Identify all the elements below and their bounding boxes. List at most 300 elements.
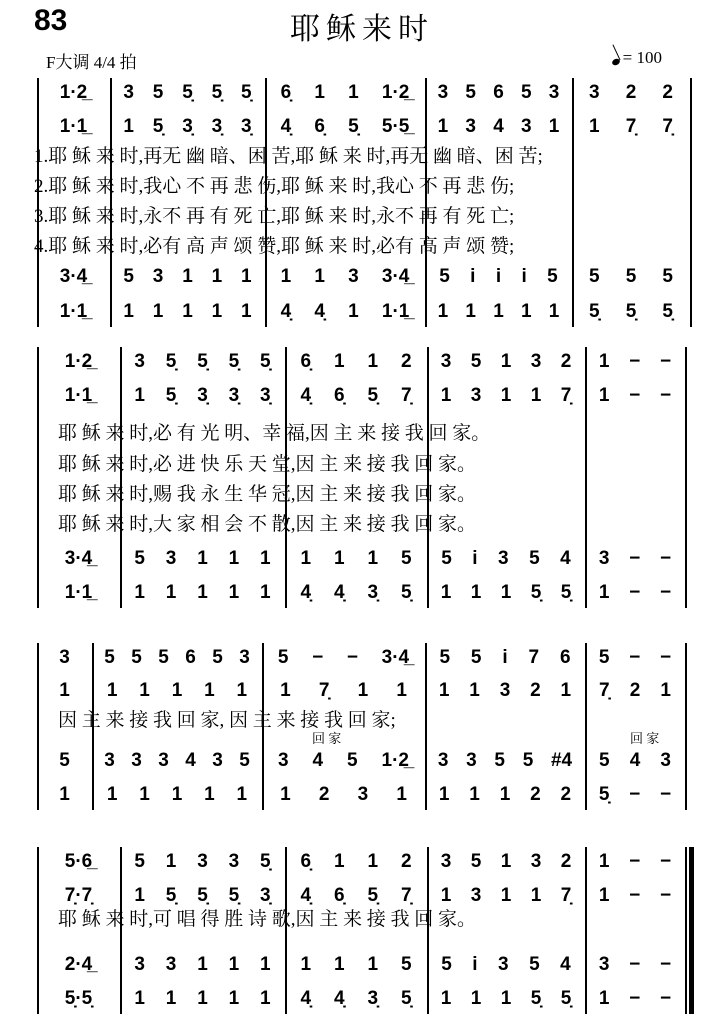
note-group (269, 78, 421, 108)
note-group (124, 847, 281, 877)
note: 1 (280, 784, 291, 805)
note: 3̣ (211, 116, 223, 137)
measure-cell (289, 381, 423, 411)
note: 3 (348, 266, 359, 287)
lyric-line: 因 主 来 接 我 回 家, 因 主 来 接 我 回 家; (58, 710, 396, 731)
measure-cell (269, 112, 421, 142)
note-group (41, 347, 116, 377)
note: 1 (598, 851, 610, 872)
note-group (431, 950, 581, 980)
measure-cell (289, 847, 423, 877)
note: 2 (625, 82, 637, 103)
note: 1 (348, 82, 359, 103)
note: i (472, 548, 478, 569)
note-group (269, 262, 421, 292)
small-lyric: 回 家 (312, 731, 342, 746)
note: 3̣ (182, 116, 193, 137)
note: 4̣ (314, 301, 325, 322)
note: 5 (441, 954, 452, 975)
note: 5̣ (400, 988, 412, 1009)
note: 5 (439, 266, 450, 287)
measure-cell (431, 544, 581, 574)
note: 5·5̲ (381, 116, 410, 137)
note: 1 (465, 301, 476, 322)
note: 1 (165, 582, 177, 603)
note: 1·2̲ (64, 351, 93, 372)
note-group (429, 78, 568, 108)
note-group (589, 643, 681, 673)
note: 3̣ (240, 116, 252, 137)
note: 7̣ (560, 385, 572, 406)
note: 5 (470, 351, 482, 372)
measure-cell (266, 746, 421, 776)
measure-cell (41, 262, 106, 292)
note: 5̣ (165, 351, 177, 372)
note-group (429, 643, 581, 673)
bar-line (690, 78, 692, 327)
note: 6̣ (300, 351, 312, 372)
note: 1·2̲ (381, 82, 410, 103)
measure-cell (589, 578, 681, 608)
note-group (114, 262, 261, 292)
note-group (576, 297, 686, 327)
note-group (41, 544, 116, 574)
measure-cell (589, 881, 681, 911)
note: 5̣ (348, 116, 359, 137)
note: − (629, 351, 641, 372)
note: 3 (134, 954, 145, 975)
note-group (429, 676, 581, 706)
note: 1 (197, 548, 208, 569)
note: 2 (560, 851, 572, 872)
note: 3·4̲ (381, 647, 410, 668)
note: 1 (165, 851, 177, 872)
note: 1 (500, 351, 512, 372)
note: 5 (134, 851, 145, 872)
note: i (521, 266, 527, 287)
note: 5 (470, 647, 482, 668)
measure-cell (589, 847, 681, 877)
note: 3 (437, 82, 449, 103)
note-group (589, 578, 681, 608)
measure-cell (576, 112, 686, 142)
note: 1 (548, 301, 560, 322)
note: − (629, 954, 641, 975)
note-group (429, 746, 581, 776)
note: 2·4̲ (64, 954, 93, 975)
measure-cell (41, 780, 88, 810)
note: 3 (59, 647, 70, 668)
note: 1·2̲ (381, 750, 409, 771)
measure-cell (41, 544, 116, 574)
measure-cell (269, 297, 421, 327)
note: 1 (500, 582, 512, 603)
note: 1 (204, 680, 215, 701)
note: 1 (470, 582, 482, 603)
note: 5̣ (197, 351, 208, 372)
note: 1 (123, 116, 134, 137)
note: 3 (548, 82, 560, 103)
note: 1 (280, 266, 292, 287)
bar-line (37, 847, 39, 1014)
note: 3 (470, 385, 482, 406)
note: 1 (440, 582, 452, 603)
note: 3 (598, 548, 610, 569)
measure-cell (289, 347, 423, 377)
note-group (289, 544, 423, 574)
note: 3·4̲ (381, 266, 410, 287)
note: 1 (134, 582, 145, 603)
note: 3 (465, 116, 476, 137)
note: 1 (211, 266, 223, 287)
note: 1 (500, 885, 512, 906)
note-group (431, 578, 581, 608)
note: 5 (470, 851, 482, 872)
note: i (470, 266, 476, 287)
note: 1 (367, 351, 379, 372)
note: 1 (499, 784, 511, 805)
note: 2 (530, 680, 541, 701)
note: 3·4̲ (64, 548, 93, 569)
note: 7̣ (625, 116, 637, 137)
note-group (124, 950, 281, 980)
bar-line (37, 643, 39, 810)
note: 7̣·7̣ (64, 885, 93, 906)
note: 1 (197, 954, 208, 975)
note: 6̣ (300, 851, 312, 872)
note: 1 (228, 548, 240, 569)
note: − (629, 582, 641, 603)
hymn-number: 83 (34, 4, 68, 37)
note: 5 (152, 82, 164, 103)
note: 1 (228, 582, 240, 603)
note: 5 (439, 647, 451, 668)
note-group (41, 780, 88, 810)
note-group (576, 78, 686, 108)
note: 5̣ (182, 82, 193, 103)
measure-cell (576, 262, 686, 292)
note-group (96, 643, 258, 673)
measure-cell (429, 78, 568, 108)
page-title: 耶稣来时 (290, 13, 434, 46)
note: 1 (204, 784, 215, 805)
measure-cell (431, 578, 581, 608)
note: 6 (493, 82, 504, 103)
note: 5 (599, 750, 610, 771)
measure-cell (96, 676, 258, 706)
note: 3 (530, 351, 542, 372)
measure-cell (429, 676, 581, 706)
note: 7̣ (318, 680, 330, 701)
note: 3̣ (259, 885, 271, 906)
measure-cell (589, 544, 681, 574)
note-group (269, 297, 421, 327)
note: i (502, 647, 508, 668)
measure-cell (269, 262, 421, 292)
note: 3 (165, 954, 177, 975)
measure-cell (41, 297, 106, 327)
note: 5̣ (560, 988, 572, 1009)
note: − (629, 647, 641, 668)
measure-cell (41, 950, 116, 980)
note-group (41, 984, 116, 1014)
note-group (589, 881, 681, 911)
note: 5 (494, 750, 505, 771)
note: 1·1̲ (59, 116, 88, 137)
tempo-mark (612, 48, 662, 68)
note: 1·2̲ (59, 82, 88, 103)
note: 6̣ (280, 82, 292, 103)
note: 5 (400, 954, 412, 975)
note-group (266, 676, 421, 706)
note: − (660, 351, 672, 372)
note: 1 (589, 116, 600, 137)
note: 1 (500, 851, 512, 872)
note: 6̣ (314, 116, 325, 137)
note: 5̣·5̣ (64, 988, 93, 1009)
note-group (289, 847, 423, 877)
note: 3 (470, 885, 482, 906)
measure-cell (431, 347, 581, 377)
note: 1·1̲ (64, 582, 93, 603)
note: 1·1̲ (381, 301, 410, 322)
note: 3̣ (197, 385, 208, 406)
note: 4̣ (280, 301, 292, 322)
note: 1 (165, 988, 177, 1009)
note: 1 (598, 385, 610, 406)
bar-line (585, 847, 587, 1014)
note-group (41, 847, 116, 877)
note: − (660, 548, 672, 569)
note: 3 (466, 750, 477, 771)
note: 4 (629, 750, 641, 771)
note: 3 (440, 851, 452, 872)
note: 1 (493, 301, 504, 322)
note: 5 (134, 548, 145, 569)
bar-line (685, 347, 687, 608)
bar-line (425, 643, 427, 810)
note: 1 (152, 301, 164, 322)
measure-cell (589, 347, 681, 377)
note: 5 (522, 750, 534, 771)
note-group (41, 950, 116, 980)
note-group (589, 676, 681, 706)
note: − (660, 954, 672, 975)
measure-cell (429, 262, 568, 292)
bar-line (585, 347, 587, 608)
note-group (429, 262, 568, 292)
note: 3 (158, 750, 169, 771)
measure-cell (266, 643, 421, 673)
note: 5 (465, 82, 476, 103)
note: 1 (333, 548, 345, 569)
note-group (589, 746, 681, 776)
note: 1 (440, 885, 452, 906)
note: 7̣ (560, 885, 572, 906)
note: 3 (499, 680, 511, 701)
note: 4 (560, 548, 571, 569)
note: 3 (660, 750, 671, 771)
note: − (629, 385, 641, 406)
note: 1 (333, 851, 345, 872)
note: 1 (259, 954, 271, 975)
note: 5̣ (152, 116, 164, 137)
measure-cell (431, 847, 581, 877)
note: 5̣ (228, 351, 240, 372)
note: 1 (59, 784, 70, 805)
note-group (429, 297, 568, 327)
note: 1 (228, 954, 240, 975)
note: 5̣ (259, 851, 271, 872)
measure-cell (124, 381, 281, 411)
note: − (660, 988, 672, 1009)
note-group (124, 381, 281, 411)
note: 3 (440, 351, 452, 372)
measure-cell (589, 676, 681, 706)
note: 1 (396, 680, 407, 701)
note: 4 (493, 116, 504, 137)
note: 1 (228, 988, 240, 1009)
note: 4̣ (333, 582, 345, 603)
note: 5 (212, 647, 223, 668)
measure-cell (41, 984, 116, 1014)
measure-cell (429, 297, 568, 327)
bar-line (585, 643, 587, 810)
note-group (431, 544, 581, 574)
note: 1 (437, 116, 449, 137)
measure-cell (431, 950, 581, 980)
note: 5 (625, 266, 637, 287)
note: 1·1̲ (59, 301, 88, 322)
note: 2 (400, 351, 412, 372)
lyric-line: 耶 稣 来 时,赐 我 永 生 华 冠,因 主 来 接 我 回 家。 (58, 484, 477, 505)
note: 2 (662, 82, 673, 103)
note-group (124, 347, 281, 377)
note: 3 (197, 851, 208, 872)
measure-cell (124, 544, 281, 574)
note: 1 (134, 385, 145, 406)
note: 1 (438, 784, 450, 805)
measure-cell (124, 347, 281, 377)
note: 1 (367, 851, 379, 872)
note: 5̣ (530, 582, 542, 603)
note: 1 (598, 582, 610, 603)
lyric-line: 耶 稣 来 时,必 进 快 乐 天 堂,因 主 来 接 我 回 家。 (58, 454, 477, 475)
note: 1 (367, 548, 379, 569)
note-group (589, 347, 681, 377)
note-group (114, 78, 261, 108)
measure-cell (41, 381, 116, 411)
note: 6̣ (333, 385, 345, 406)
note: 1 (333, 954, 345, 975)
note-group (429, 780, 581, 810)
note-group (266, 746, 421, 776)
note: 4̣ (300, 885, 312, 906)
note: 1 (598, 351, 610, 372)
note: 5 (529, 954, 540, 975)
note-group (96, 746, 258, 776)
note-group (576, 262, 686, 292)
bar-line (685, 643, 687, 810)
note: 4̣ (333, 988, 345, 1009)
measure-cell (124, 847, 281, 877)
bar-line (285, 347, 287, 608)
note: 3 (212, 750, 223, 771)
tempo-value: = 100 (622, 48, 662, 67)
note: 1 (469, 784, 480, 805)
note: − (629, 784, 641, 805)
measure-cell (576, 78, 686, 108)
note: 3 (134, 351, 145, 372)
note: 1 (598, 885, 610, 906)
note: − (660, 647, 672, 668)
measure-cell (589, 950, 681, 980)
note: − (660, 851, 672, 872)
measure-cell (576, 297, 686, 327)
note: 1 (560, 680, 572, 701)
note-group (41, 112, 106, 142)
note: 5 (598, 647, 610, 668)
note-group (41, 78, 106, 108)
note: 5 (131, 647, 142, 668)
note: 3̣ (367, 582, 379, 603)
note: 5̣ (228, 885, 240, 906)
bar-line (37, 347, 39, 608)
small-lyric: 回 家 (630, 731, 660, 746)
measure-cell (266, 780, 421, 810)
measure-cell (429, 643, 581, 673)
lyric-line: 耶 稣 来 时,可 唱 得 胜 诗 歌,因 主 来 接 我 回 家。 (58, 909, 477, 930)
note: 1 (598, 988, 610, 1009)
note: 3·4̲ (59, 266, 88, 287)
note: 7̣ (400, 885, 412, 906)
note: 1 (530, 885, 542, 906)
note: 5̣ (211, 82, 223, 103)
note: 5̣ (197, 885, 208, 906)
note-group (589, 950, 681, 980)
note-group (96, 780, 258, 810)
note: 2 (318, 784, 330, 805)
note: 1 (240, 301, 252, 322)
note-group (41, 297, 106, 327)
quarter-note-icon (611, 58, 621, 67)
note: 1 (134, 885, 145, 906)
note: 5 (400, 548, 412, 569)
note: 1 (211, 301, 223, 322)
note: 5̣ (400, 582, 412, 603)
note-group (41, 381, 116, 411)
note: 1 (171, 680, 183, 701)
note: 1 (396, 784, 407, 805)
measure-cell (114, 262, 261, 292)
note: 4 (312, 750, 324, 771)
note: 5 (239, 750, 250, 771)
note: 2 (629, 680, 641, 701)
note: − (660, 784, 672, 805)
note: 1 (437, 301, 449, 322)
measure-cell (289, 544, 423, 574)
key-signature: F大调 4/4 拍 (46, 53, 137, 72)
note: − (629, 851, 641, 872)
note: 3 (598, 954, 610, 975)
note: 5̣ (560, 582, 572, 603)
note: 1 (123, 301, 134, 322)
note: 3 (123, 82, 134, 103)
measure-cell (41, 676, 88, 706)
note: 6 (559, 647, 571, 668)
note-group (124, 984, 281, 1014)
note: − (629, 885, 641, 906)
